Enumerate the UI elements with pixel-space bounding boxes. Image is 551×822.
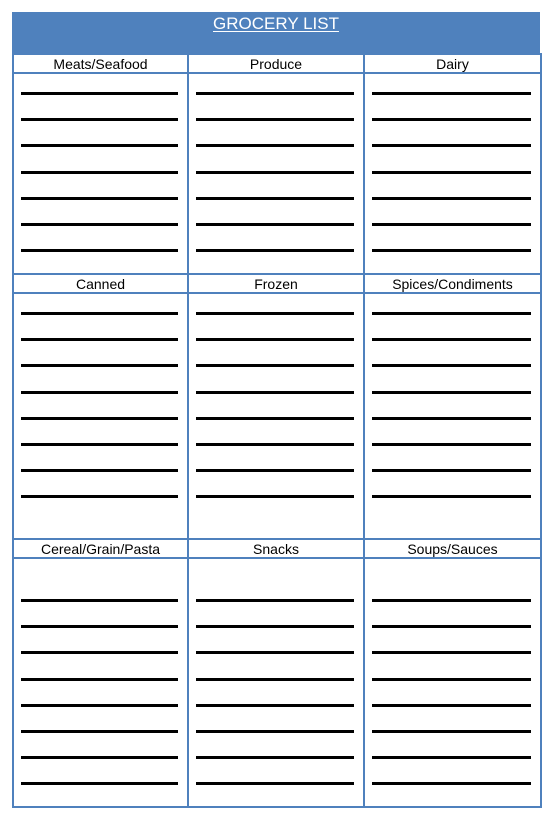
category-box-snacks <box>187 557 365 808</box>
category-label: Spices/Condiments <box>392 276 513 292</box>
write-line[interactable] <box>372 443 531 446</box>
write-line[interactable] <box>196 312 354 315</box>
write-line[interactable] <box>372 417 531 420</box>
category-header-dairy <box>363 53 542 74</box>
write-line[interactable] <box>372 495 531 498</box>
write-line[interactable] <box>21 730 178 733</box>
write-line[interactable] <box>196 756 354 759</box>
write-line[interactable] <box>372 92 531 95</box>
category-header-snacks <box>187 538 365 559</box>
write-line[interactable] <box>196 495 354 498</box>
write-line[interactable] <box>21 338 178 341</box>
write-line[interactable] <box>372 391 531 394</box>
write-line[interactable] <box>21 118 178 121</box>
write-line[interactable] <box>372 364 531 367</box>
write-line[interactable] <box>21 469 178 472</box>
write-line[interactable] <box>21 417 178 420</box>
write-line[interactable] <box>196 118 354 121</box>
write-line[interactable] <box>21 443 178 446</box>
write-line[interactable] <box>21 92 178 95</box>
category-header-canned <box>12 273 189 294</box>
write-line[interactable] <box>372 704 531 707</box>
write-line[interactable] <box>372 469 531 472</box>
write-line[interactable] <box>21 495 178 498</box>
write-line[interactable] <box>21 364 178 367</box>
category-label: Meats/Seafood <box>53 56 148 72</box>
write-line[interactable] <box>372 730 531 733</box>
category-header-cereal-grain-pasta <box>12 538 189 559</box>
write-line[interactable] <box>372 782 531 785</box>
write-line[interactable] <box>21 756 178 759</box>
category-header-spices-condiments <box>363 273 542 294</box>
write-line[interactable] <box>196 391 354 394</box>
write-line[interactable] <box>196 704 354 707</box>
write-line[interactable] <box>372 249 531 252</box>
write-line[interactable] <box>372 651 531 654</box>
write-line[interactable] <box>196 197 354 200</box>
write-line[interactable] <box>196 782 354 785</box>
write-line[interactable] <box>196 730 354 733</box>
write-line[interactable] <box>372 338 531 341</box>
category-label: Dairy <box>436 56 469 72</box>
write-line[interactable] <box>196 417 354 420</box>
write-line[interactable] <box>196 171 354 174</box>
write-line[interactable] <box>21 249 178 252</box>
write-line[interactable] <box>196 249 354 252</box>
write-line[interactable] <box>196 625 354 628</box>
write-line[interactable] <box>196 92 354 95</box>
write-line[interactable] <box>372 197 531 200</box>
write-line[interactable] <box>196 678 354 681</box>
write-line[interactable] <box>372 625 531 628</box>
write-line[interactable] <box>372 118 531 121</box>
category-box-canned <box>12 292 189 540</box>
write-line[interactable] <box>196 443 354 446</box>
category-label: Frozen <box>254 276 298 292</box>
write-line[interactable] <box>21 782 178 785</box>
write-line[interactable] <box>196 651 354 654</box>
write-line[interactable] <box>21 171 178 174</box>
write-line[interactable] <box>196 144 354 147</box>
write-line[interactable] <box>372 599 531 602</box>
category-header-produce <box>187 53 365 74</box>
write-line[interactable] <box>372 756 531 759</box>
write-line[interactable] <box>372 312 531 315</box>
category-box-cereal-grain-pasta <box>12 557 189 808</box>
write-line[interactable] <box>21 625 178 628</box>
category-box-spices-condiments <box>363 292 542 540</box>
write-line[interactable] <box>21 312 178 315</box>
write-line[interactable] <box>21 197 178 200</box>
category-label: Snacks <box>253 541 299 557</box>
write-line[interactable] <box>21 144 178 147</box>
category-label: Produce <box>249 56 303 72</box>
category-label: Cereal/Grain/Pasta <box>40 541 161 557</box>
write-line[interactable] <box>21 223 178 226</box>
category-box-frozen <box>187 292 365 540</box>
category-label: Soups/Sauces <box>407 541 498 557</box>
write-line[interactable] <box>21 651 178 654</box>
title-bar <box>12 12 540 53</box>
write-line[interactable] <box>196 364 354 367</box>
write-line[interactable] <box>196 338 354 341</box>
write-line[interactable] <box>21 599 178 602</box>
write-line[interactable] <box>196 599 354 602</box>
write-line[interactable] <box>372 223 531 226</box>
write-line[interactable] <box>196 469 354 472</box>
write-line[interactable] <box>196 223 354 226</box>
write-line[interactable] <box>21 678 178 681</box>
write-line[interactable] <box>21 391 178 394</box>
write-line[interactable] <box>21 704 178 707</box>
category-box-soups-sauces <box>363 557 542 808</box>
write-line[interactable] <box>372 144 531 147</box>
category-header-soups-sauces <box>363 538 542 559</box>
category-header-frozen <box>187 273 365 294</box>
category-label: Canned <box>75 276 126 292</box>
write-line[interactable] <box>372 171 531 174</box>
category-header-meats-seafood <box>12 53 189 74</box>
page-title: GROCERY LIST <box>213 14 339 33</box>
write-line[interactable] <box>372 678 531 681</box>
